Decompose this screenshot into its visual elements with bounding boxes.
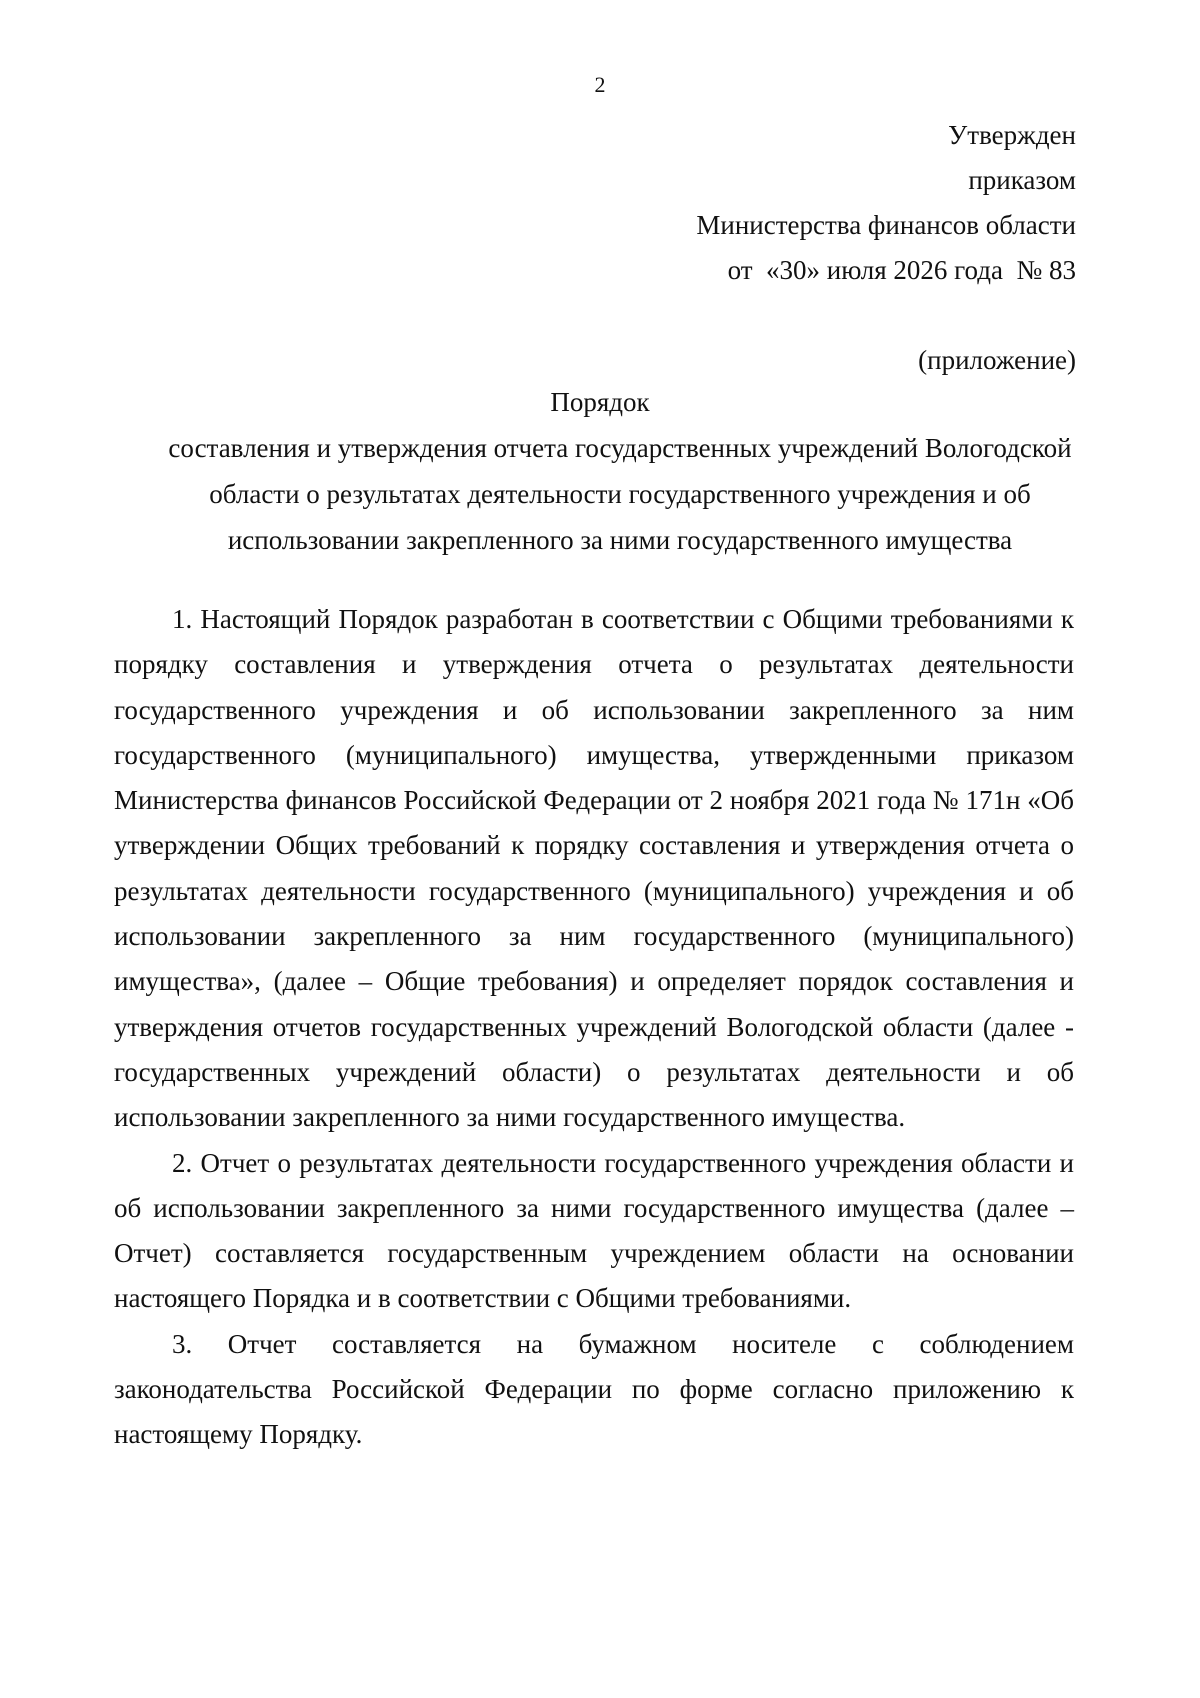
approval-block <box>696 113 1076 293</box>
subtitle-line: использовании закрепленного за ними государственного имущества <box>227 525 1013 555</box>
page-number: 2 <box>594 72 606 97</box>
approval-line-ministry: Министерства финансов области <box>696 210 1076 240</box>
approval-line-order: приказом <box>968 165 1076 195</box>
subtitle-line: области о результатах деятельности государственного учреждения и об <box>209 479 1031 509</box>
document-body <box>114 597 1074 1458</box>
paragraph-1: 1. Настоящий Порядок разработан в соответствии с Общими требованиями к порядку составления и утверждения отчета о результатах деятельности государственного учреждения и об использовании закрепленного за ним государственного (муниципального) имущества, утвержденными приказом Министерства финансов Российской Федерации от 2 ноября 2021 года № 171н «Об утверждении Общих требований к порядку составления и утверждения отчета о результатах деятельности государственного (муниципального) учреждения и об использовании закрепленного за ним государственного (муниципального) имущества», (далее – Общие требования) и определяет порядок составления и утверждения отчетов государственных учреждений Вологодской области (далее - государственных учреждений области) о результатах деятельности и об использовании закрепленного за ними государственного имущества. <box>114 604 1074 1133</box>
appendix-label: (приложение) <box>918 345 1076 375</box>
subtitle-line: составления и утверждения отчета государственных учреждений Вологодской <box>168 433 1072 463</box>
document-title: Порядок <box>550 387 650 417</box>
approval-line-approved: Утвержден <box>948 120 1076 150</box>
approval-line-date-number: от «30» июля 2026 года № 83 <box>727 255 1076 285</box>
paragraph-2: 2. Отчет о результатах деятельности государственного учреждения области и об использовании закрепленного за ними государственного имущества (далее – Отчет) составляется государственным учреждением области на основании настоящего Порядка и в соответствии с Общими требованиями. <box>114 1147 1074 1314</box>
document-subtitle <box>140 425 1100 563</box>
paragraph-3: 3. Отчет составляется на бумажном носителе с соблюдением законодательства Российской Федерации по форме согласно приложению к настоящему Порядку. <box>114 1328 1074 1450</box>
